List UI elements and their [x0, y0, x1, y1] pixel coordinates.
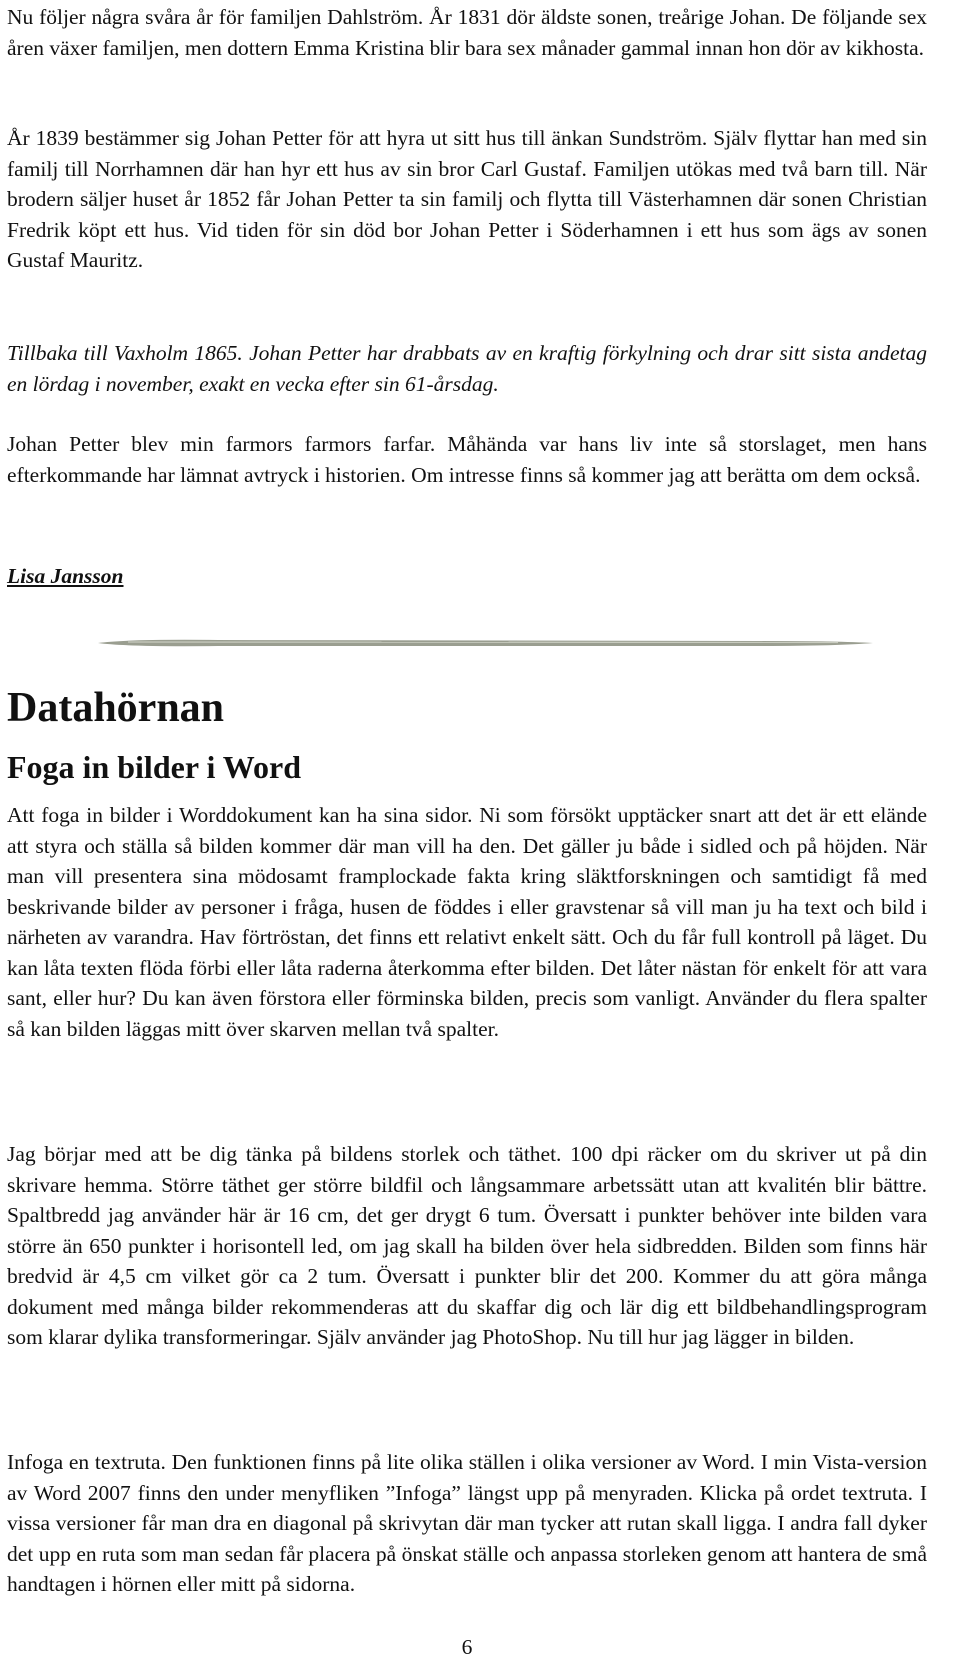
section-title: Datahörnan	[7, 685, 225, 731]
paragraph-intro-word: Att foga in bilder i Worddokument kan ha sina sidor. Ni som försökt upptäcker snart att det är ett elände att styra och ställa så bilden kommer där man vill ha den. Det gäller ju både i sidled och på höjden. När man vill presentera sina mödosamt framplockade fakta kring släktforskningen och samtidigt få med beskrivande bilder av personer i fråga, husen de föddes i eller gravstenar så vill man ju ha text och bild i närheten av varandra. Hav förtröstan, det finns ett relativt enkelt sätt. Och du får full kontroll på läget. Du kan låta texten flöda förbi eller låta raderna återkomma efter bilden. Det låter nästan för enkelt för att vara sant, eller hur? Du kan även förstora eller förminska bilden, precis som vanligt. Använder du flera spalter så kan bilden läggas mitt över skarven mellan två spalter.	[7, 803, 927, 1041]
paragraph-image-size: Jag börjar med att be dig tänka på bildens storlek och täthet. 100 dpi räcker om du skriver ut på din skrivare hemma. Större täthet ger större bildfil och långsammare arbetssätt utan att kvalitén blir bättre. Spaltbredd jag använder här är 16 cm, det ger drygt 6 tum. Översatt i punkter behöver inte bilden vara större än 650 punkter i horisontell led, om jag skall ha bilden över hela sidbredden. Bilden som finns här bredvid är 4,5 cm vilket gör ca 2 tum. Översatt i punkter blir det 200. Kommer du att göra många dokument med många bilder rekommenderas att du skaffar dig och lär dig ett bildbehandlingsprogram som klarar dylika transformeringar. Själv använder jag PhotoShop. Nu till hur jag lägger in bilden.	[7, 1142, 927, 1349]
paragraph-textbox: Infoga en textruta. Den funktionen finns på lite olika ställen i olika versioner av Word. I min Vista-version av Word 2007 finns den under menyfliken ”Infoga” längst upp på menyraden. Klicka på ordet textruta. I vissa versioner får man dra en diagonal på skrivytan där man tycker att rutan skall ligga. I andra fall dyker det upp en ruta som man sedan får placera på önskat ställe och anpassa storleken genom att hantera de små handtagen i hörnen eller mitt på sidorna.	[7, 1450, 927, 1596]
paragraph-houses: År 1839 bestämmer sig Johan Petter för att hyra ut sitt hus till änkan Sundström. Själv flyttar han med sin familj till Norrhamnen där han hyr ett hus av sin bror Carl Gustaf. Familjen utökas med två barn till. När brodern säljer huset år 1852 får Johan Petter ta sin familj och flytta till Västerhamnen där sonen Christian Fredrik köpt ett hus. Vid tiden för sin död bor Johan Petter i Söderhamnen i ett hus som ägs av sonen Gustaf Mauritz.	[7, 126, 927, 272]
paragraph-death-italic: Tillbaka till Vaxholm 1865. Johan Petter har drabbats av en kraftig förkylning och drar sitt sista andetag en lördag i november, exakt en vecka efter sin 61-årsdag.	[7, 341, 927, 396]
paragraph-legacy: Johan Petter blev min farmors farmors farfar. Måhända var hans liv inte så storslaget, men hans efterkommande har lämnat avtryck i historien. Om intresse finns så kommer jag att berätta om dem också.	[7, 432, 927, 487]
paragraph-family-years: Nu följer några svåra år för familjen Dahlström. År 1831 dör äldste sonen, treårige Johan. De följande sex åren växer familjen, men dottern Emma Kristina blir bara sex månader gammal innan hon dör av kikhosta.	[7, 5, 927, 60]
section-divider	[98, 636, 873, 650]
author-signature: Lisa Jansson	[7, 564, 124, 588]
article-subtitle: Foga in bilder i Word	[7, 749, 301, 785]
page-number: 6	[461, 1635, 473, 1659]
